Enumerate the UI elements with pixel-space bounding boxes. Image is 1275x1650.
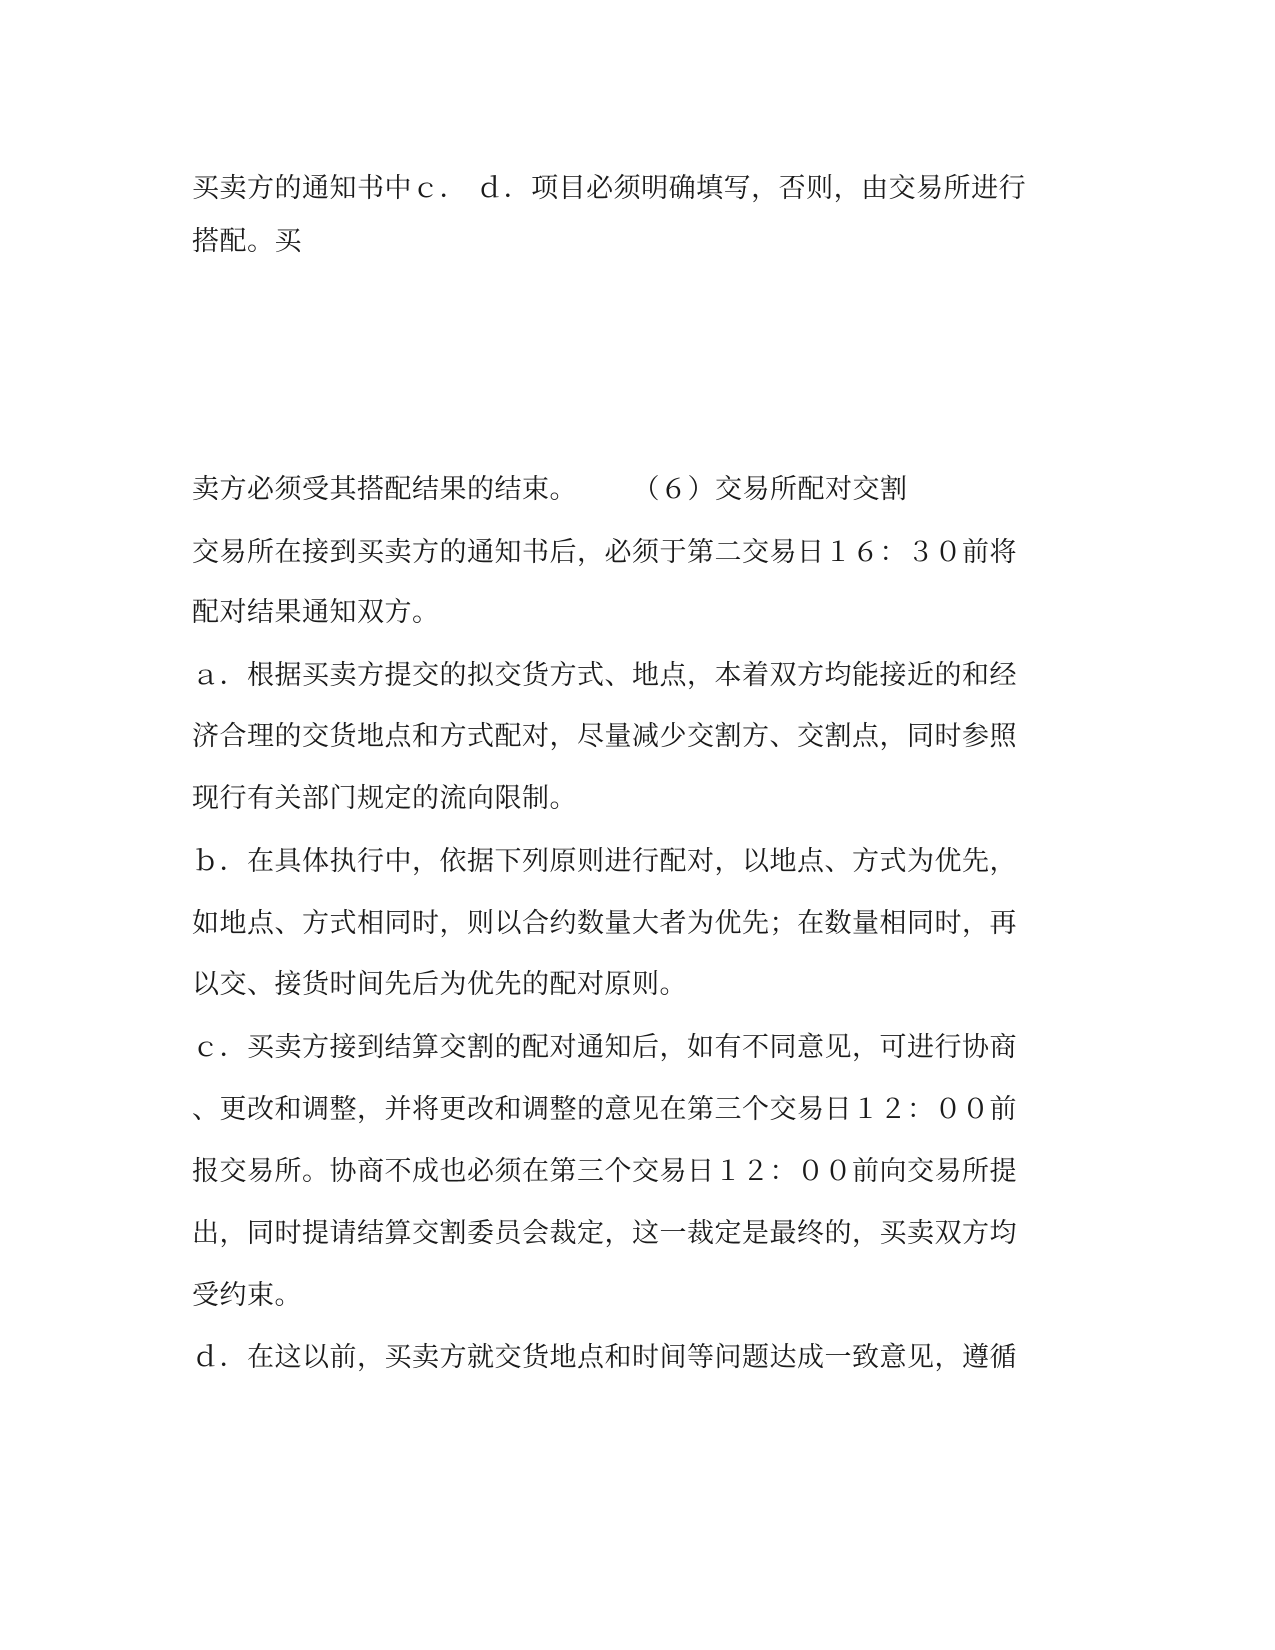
text-line-16: 受约束。 — [192, 1280, 302, 1311]
text-line-17: ｄ．在这以前，买卖方就交货地点和时间等问题达成一致意见，遵循 — [192, 1342, 1017, 1373]
text-line-15: 出，同时提请结算交割委员会裁定，这一裁定是最终的，买卖双方均 — [192, 1218, 1017, 1249]
text-line-12: ｃ．买卖方接到结算交割的配对通知后，如有不同意见，可进行协商 — [192, 1032, 1017, 1063]
text-line-7: 济合理的交货地点和方式配对，尽量减少交割方、交割点，同时参照 — [192, 721, 1017, 752]
text-line-4: 交易所在接到买卖方的通知书后，必须于第二交易日１６：３０前将 — [192, 537, 1017, 568]
text-line-2: 搭配。买 — [192, 226, 302, 257]
text-line-6: ａ．根据买卖方提交的拟交货方式、地点，本着双方均能接近的和经 — [192, 660, 1017, 691]
text-line-14: 报交易所。协商不成也必须在第三个交易日１２：００前向交易所提 — [192, 1156, 1017, 1187]
text-line-3: 卖方必须受其搭配结果的结束。 （６）交易所配对交割 — [192, 474, 908, 505]
text-line-1: 买卖方的通知书中ｃ． ｄ．项目必须明确填写，否则，由交易所进行 — [192, 173, 1027, 204]
text-line-9: ｂ．在具体执行中，依据下列原则进行配对，以地点、方式为优先， — [192, 846, 1017, 877]
text-line-5: 配对结果通知双方。 — [192, 597, 440, 628]
text-line-13: 、更改和调整，并将更改和调整的意见在第三个交易日１２：００前 — [192, 1094, 1017, 1125]
text-line-10: 如地点、方式相同时，则以合约数量大者为优先；在数量相同时，再 — [192, 908, 1017, 939]
text-line-8: 现行有关部门规定的流向限制。 — [192, 783, 577, 814]
text-line-11: 以交、接货时间先后为优先的配对原则。 — [192, 969, 687, 1000]
